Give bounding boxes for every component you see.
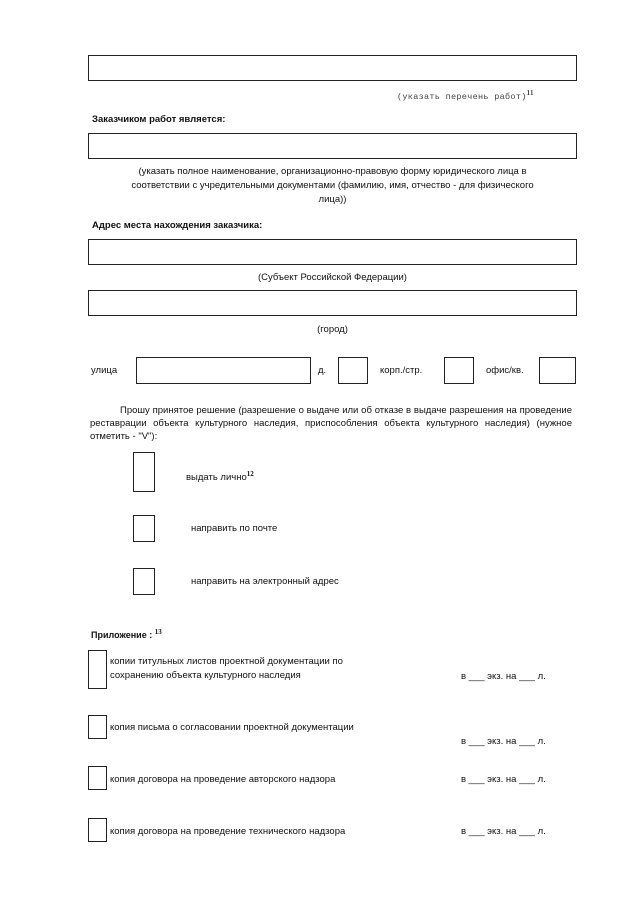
customer-hint-line-2: соответствии с учредительными документами (фамилию, имя, отчество - для физического: [131, 180, 534, 191]
customer-name-field[interactable]: [88, 133, 577, 159]
attachment-1-checkbox[interactable]: [88, 650, 107, 689]
region-hint: (Субъект Российской Федерации): [258, 272, 407, 283]
works-list-field[interactable]: [88, 55, 577, 81]
building-field[interactable]: [444, 357, 474, 384]
address-heading: Адрес места нахождения заказчика:: [92, 220, 263, 231]
option-mail-checkbox[interactable]: [133, 515, 155, 542]
request-text: Прошу принятое решение (разрешение о выдаче или об отказе в выдаче разрешения на проведение реставрации объекта культурного наследия, приспособления объекта культурного наследия) (нужное отметить - "V"):: [90, 405, 572, 442]
city-hint: (город): [317, 324, 348, 335]
region-field[interactable]: [88, 239, 577, 265]
customer-hint-line-3: лица)): [318, 194, 347, 205]
attachment-2-checkbox[interactable]: [88, 715, 107, 739]
option-in-person-label: выдать лично$^{12}$: [186, 470, 254, 484]
customer-hint-line-1: (указать полное наименование, организационно-правовую форму юридического лица в: [138, 166, 527, 177]
building-label: корп./стр.: [380, 365, 423, 376]
attachment-1-qty: в ___ экз. на ___ л.: [461, 671, 546, 682]
footnote-13: 13: [154, 628, 162, 636]
attachment-3-checkbox[interactable]: [88, 766, 107, 790]
footnote-11: 11: [526, 89, 534, 97]
attachment-3-qty: в ___ экз. на ___ л.: [461, 774, 546, 785]
office-field[interactable]: [539, 357, 576, 384]
attachment-1-line-2: сохранению объекта культурного наследия: [110, 670, 301, 681]
house-label: д.: [318, 365, 327, 376]
option-email-label: направить на электронный адрес: [191, 576, 339, 587]
house-field[interactable]: [338, 357, 368, 384]
attachment-4-qty: в ___ экз. на ___ л.: [461, 826, 546, 837]
attachment-4-label: копия договора на проведение технического надзора: [110, 826, 346, 837]
attachment-4-checkbox[interactable]: [88, 818, 107, 842]
customer-heading: Заказчиком работ является:: [92, 114, 226, 125]
option-email-checkbox[interactable]: [133, 568, 155, 595]
attachment-1-line-1: копии титульных листов проектной документации по: [110, 656, 343, 667]
street-field[interactable]: [136, 357, 311, 384]
attachments-heading: Приложение : $^{13}$: [91, 628, 162, 640]
footnote-12: 12: [246, 470, 254, 478]
city-field[interactable]: [88, 290, 577, 316]
works-list-hint: (указать перечень работ)$^{11}$: [397, 89, 534, 102]
option-in-person-checkbox[interactable]: [133, 452, 155, 492]
attachment-2-label: копия письма о согласовании проектной документации: [110, 722, 354, 733]
attachment-3-label: копия договора на проведение авторского надзора: [110, 774, 336, 785]
street-label: улица: [91, 365, 118, 376]
option-mail-label: направить по почте: [191, 523, 278, 534]
office-label: офис/кв.: [486, 365, 524, 376]
attachment-2-qty: в ___ экз. на ___ л.: [461, 736, 546, 747]
